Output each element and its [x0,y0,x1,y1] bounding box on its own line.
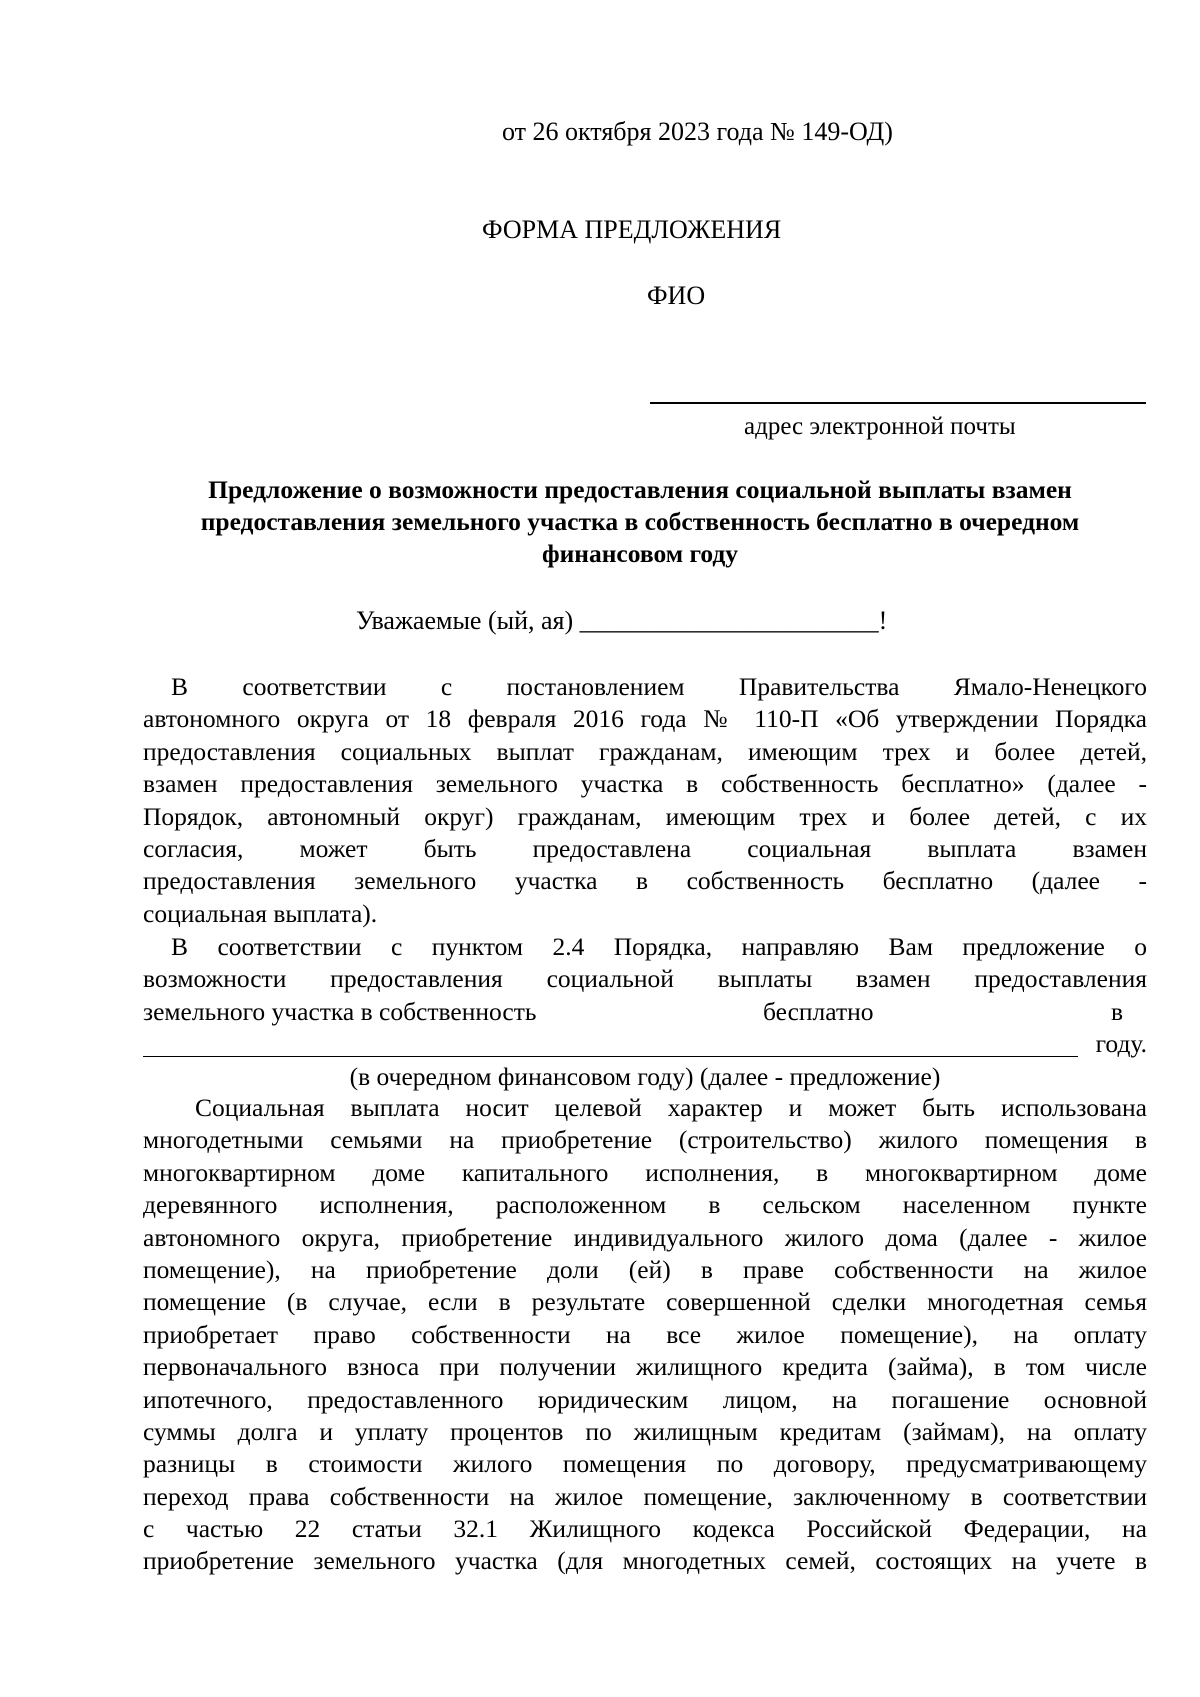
paragraph-1 [143,671,1147,930]
field-note: (в очередном финансовом году) (далее - предложение) [349,1061,941,1091]
text-line: помещение (в случае, если в результате совершенной сделки многодетная семья [143,1287,1147,1317]
text-line: Порядок, автономный округ) гражданам, имеющим трех и более детей, с их [143,801,1147,831]
text-line: автономного округа, приобретение индивидуального жилого дома (далее - жилое [143,1222,1147,1252]
greeting-line: Уважаемые (ый, ая) _______________________! [356,606,888,635]
text-line: социальная выплата). [143,898,378,928]
text-line: В соответствии с постановлением Правительства Ямало-Ненецкого [171,672,1147,701]
fill-in-line [143,1056,1078,1057]
paragraph-2 [143,931,1147,1093]
form-title: ФОРМА ПРЕДЛОЖЕНИЯ [482,215,782,244]
text-line: с частью 22 статьи 32.1 Жилищного кодекса Российской Федерации, на [143,1514,1147,1544]
text-line: многодетными семьями на приобретение (строительство) жилого помещения в [143,1125,1147,1155]
text-line: ипотечного, предоставленного юридическим лицом, на погашение основной [143,1384,1147,1414]
title-line: предоставления земельного участка в собственность бесплатно в очередном [200,507,1080,536]
text-line: приобретает право собственности на все жилое помещение), на оплату [143,1319,1147,1349]
order-reference: от 26 октября 2023 года № 149-ОД) [502,117,893,146]
text-line: помещение), на приобретение доли (ей) в праве собственности на жилое [143,1254,1147,1284]
signature-line [650,402,1146,404]
text-line: разницы в стоимости жилого помещения по договору, предусматривающему [143,1449,1147,1479]
text-line: предоставления земельного участка в собственность бесплатно (далее - [143,866,1147,896]
text-fragment: году. [1095,1029,1147,1059]
text-line: деревянного исполнения, расположенном в сельском населенном пункте [143,1190,1147,1220]
text-fragment: бесплатно [763,996,874,1026]
text-fragment: в [1110,996,1123,1026]
text-line: возможности предоставления социальной выплаты взамен предоставления [143,964,1147,994]
text-line: первоначального взноса при получении жилищного кредита (займа), в том числе [143,1352,1147,1382]
text-line [143,1028,1147,1060]
title-line: финансовом году [541,539,739,568]
text-line: предоставления социальных выплат гражданам, имеющим трех и более детей, [143,736,1147,766]
paragraph-3 [143,1092,1147,1578]
text-line: взамен предоставления земельного участка в собственность бесплатно» (далее - [143,769,1147,799]
text-line: автономного округа от 18 февраля 2016 года № 110-П «Об утверждении Порядка [143,704,1147,734]
text-line: В соответствии с пунктом 2.4 Порядка, направляю Вам предложение о [171,932,1147,961]
text-line: суммы долга и уплату процентов по жилищным кредитам (займам), на оплату [143,1416,1147,1446]
text-line [143,996,1147,1028]
text-fragment: земельного участка в собственность [143,996,537,1026]
text-line: переход права собственности на жилое помещение, заключенному в соответствии [143,1481,1147,1511]
text-line: многоквартирном доме капитального исполнения, в многоквартирном доме [143,1157,1147,1187]
text-line: приобретение земельного участка (для многодетных семей, состоящих на учете в [143,1546,1147,1576]
text-line: согласия, может быть предоставлена социальная выплата взамен [143,833,1147,863]
document-title [140,474,1140,570]
text-line: Социальная выплата носит целевой характер и может быть использована [195,1093,1147,1122]
email-label: адрес электронной почты [744,413,1016,440]
title-line: Предложение о возможности предоставления социальной выплаты взамен [208,475,1072,504]
fio-label: ФИО [647,281,706,310]
